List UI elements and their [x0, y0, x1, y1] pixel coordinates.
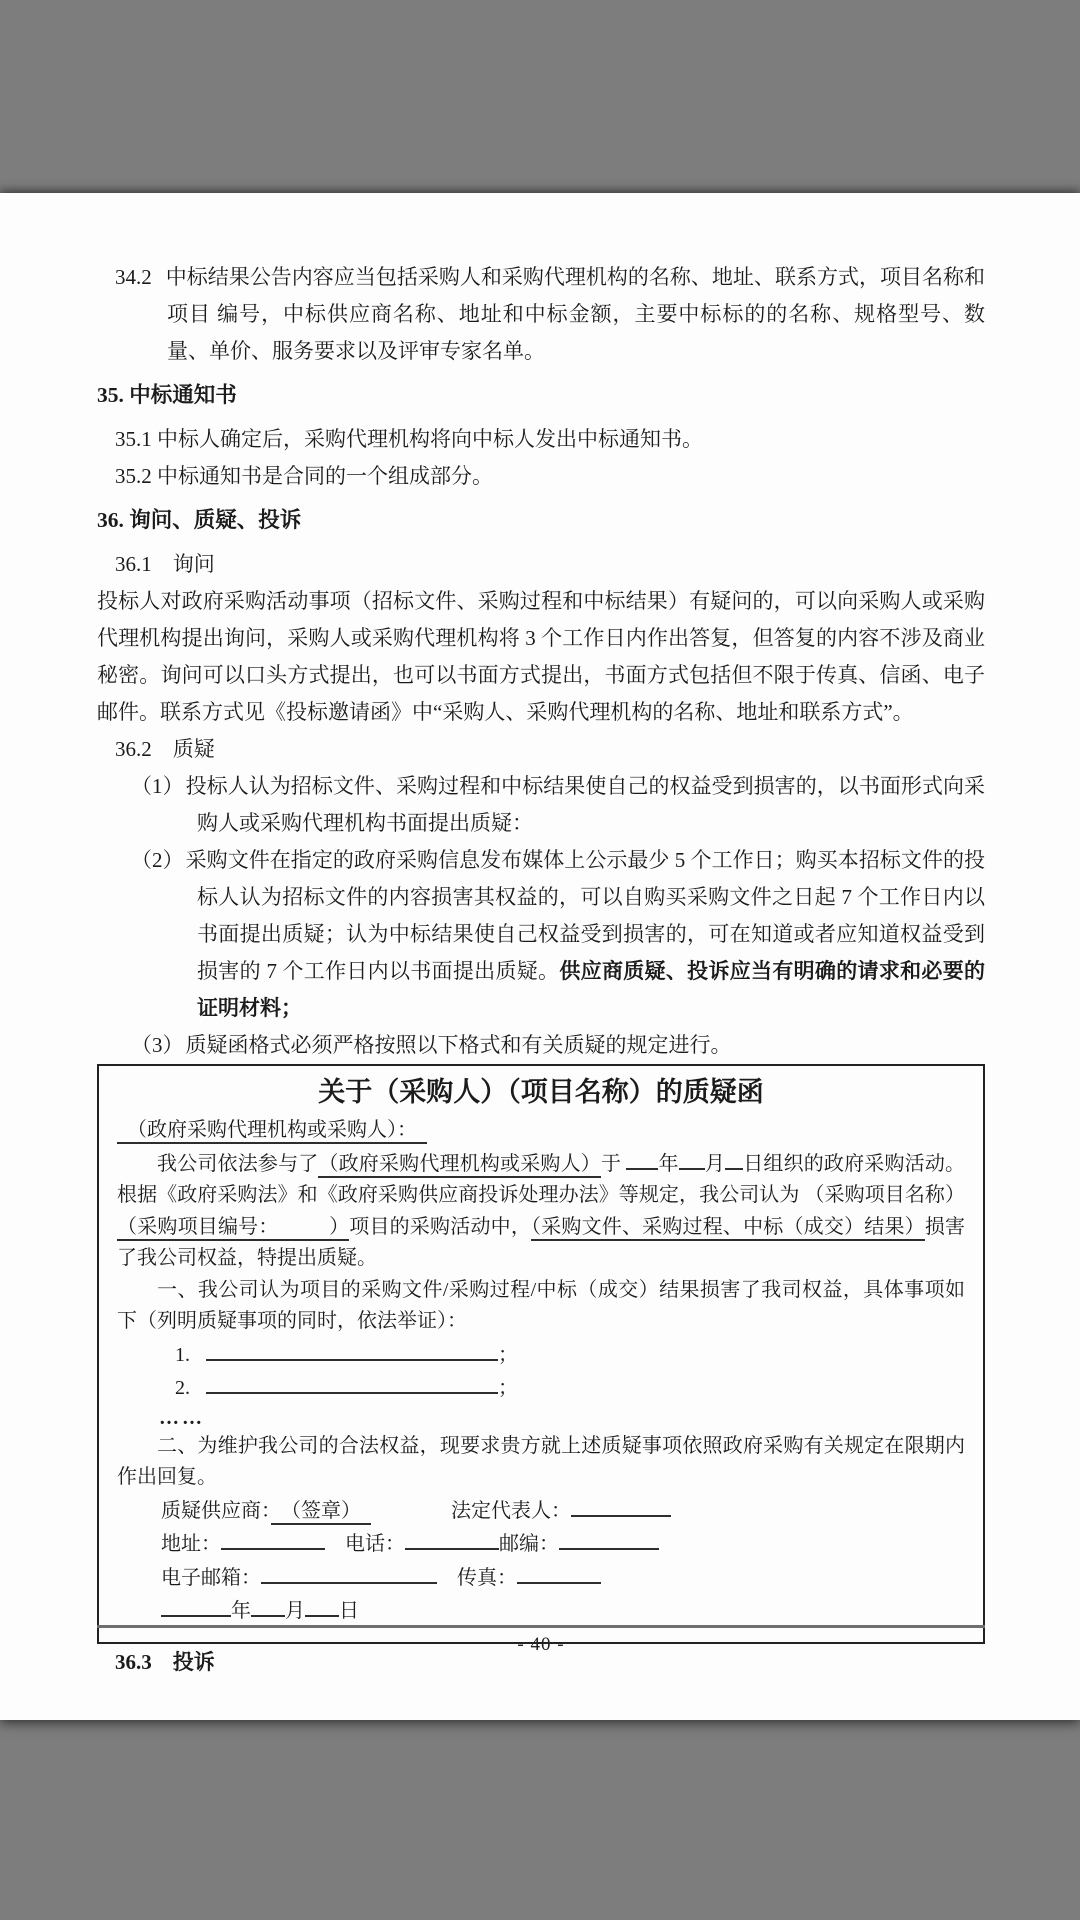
text-run: ； — [498, 1343, 518, 1366]
text-run: 日组织的政府采购活动。根据《政府采购法》和《政府采购供应商投诉处理办法》等规定，我公司认为 （采购项目名称） — [117, 1152, 966, 1206]
list-item — [97, 1027, 985, 1064]
text-run: 采购文件在指定的政府采购信息发布媒体上公示最少 5 个工作日；购买本招标文件的投标人认为招标文件的内容损害其权益的，可以自购买采购文件之日起 7 个工作日内以书面提出质疑；认为中标结果使自己权益受到损害的，可在知道或者应知道权益受到损害的 7 个工作日内以书面提出质疑。 — [185, 848, 986, 983]
text-run: 法定代表人： — [451, 1499, 571, 1522]
text-run: 二、为维护我公司的合法权益，现要求贵方就上述质疑事项依照政府采购有关规定在限期内作出回复。 — [117, 1434, 965, 1488]
letter-paragraph — [117, 1431, 965, 1494]
underlined-text: （政府采购代理机构或采购人） — [318, 1153, 601, 1178]
document-content — [0, 193, 1080, 1681]
blank-field — [571, 1494, 671, 1517]
letter-title — [117, 1070, 965, 1114]
text-run: 36.2 质疑 — [115, 737, 215, 761]
text-run: 电话： — [325, 1533, 405, 1555]
subsection-line — [97, 731, 985, 768]
underlined-text: （政府采购代理机构或采购人）： — [117, 1119, 427, 1144]
text-run: 损害了我公司权益，特提出质疑。 — [117, 1215, 966, 1269]
item-number: 34.2 — [115, 265, 152, 289]
blank-field — [206, 1338, 498, 1361]
item-number: 1. — [175, 1343, 190, 1366]
text-run: 36.1 询问 — [115, 552, 215, 576]
underlined-text: （签章） — [271, 1500, 371, 1525]
text-run: 投标人认为招标文件、采购过程和中标结果使自己的权益受到损害的，以书面形式向采购人或采购代理机构书面提出质疑： — [185, 774, 986, 835]
text-run: 一、我公司认为项目的采购文件/采购过程/中标（成交）结果损害了我司权益，具体事项如下（列明质疑事项的同时，依法举证）： — [117, 1278, 965, 1332]
page-number: - 40 - — [517, 1634, 565, 1655]
document-page — [0, 193, 1080, 1720]
paragraph — [97, 583, 985, 731]
subsection-line — [97, 421, 985, 458]
list-item — [97, 768, 985, 842]
text-run: 35. 中标通知书 — [97, 383, 237, 407]
signature-row — [117, 1594, 965, 1628]
ellipsis-line — [117, 1405, 965, 1431]
blank-field — [221, 1527, 325, 1550]
blank-field — [517, 1561, 601, 1584]
item-number: （2） — [131, 848, 184, 872]
text-run: 月 — [285, 1600, 305, 1622]
item-number: （1） — [131, 774, 184, 798]
bold-text: 供应商质疑、投诉应当有明确的请求和必要的证明材料； — [197, 959, 986, 1020]
letter-box — [97, 1064, 985, 1644]
paragraph — [97, 259, 985, 370]
text-run: 年 — [231, 1600, 251, 1622]
text-run: 电子邮箱： — [161, 1566, 261, 1589]
section-heading — [97, 502, 985, 539]
text-run: 于 — [600, 1152, 627, 1175]
text-run — [371, 1500, 451, 1522]
blank-field — [261, 1561, 437, 1584]
blank-field — [305, 1594, 339, 1617]
blank-field — [161, 1594, 231, 1617]
text-run: …… — [159, 1406, 205, 1429]
blank-field — [725, 1147, 743, 1170]
blank-field — [206, 1371, 498, 1394]
text-run: 日 — [339, 1600, 359, 1622]
item-number: 2. — [175, 1377, 190, 1399]
signature-row — [117, 1561, 965, 1595]
text-run: 35.2 中标通知书是合同的一个组成部分。 — [115, 464, 493, 488]
text-run: 中标结果公告内容应当包括采购人和采购代理机构的名称、地址、联系方式，项目名称和项目 编号，中标供应商名称、地址和中标金额，主要中标标的的名称、规格型号、数量、单价、服务要求以及评审专家名单。 — [165, 265, 985, 363]
text-run: 质疑供应商： — [161, 1499, 271, 1522]
signature-row — [117, 1494, 965, 1528]
blank-field — [405, 1527, 499, 1550]
item-number: （3） — [131, 1033, 184, 1057]
blank-field — [559, 1527, 659, 1550]
text-run: 地址： — [161, 1533, 221, 1555]
numbered-blank-line — [117, 1338, 965, 1372]
section-heading — [97, 377, 985, 414]
blank-field — [626, 1147, 658, 1170]
letter-paragraph — [117, 1147, 965, 1275]
letter-paragraph — [117, 1275, 965, 1338]
text-run: 36.3 投诉 — [115, 1649, 215, 1674]
underlined-text: （采购文件、采购过程、中标（成交）结果） — [531, 1216, 925, 1241]
text-run: 年 — [658, 1152, 679, 1175]
subsection-line — [97, 458, 985, 495]
blank-field — [679, 1147, 705, 1170]
text-run: 36. 询问、质疑、投诉 — [97, 508, 302, 532]
text-run: 投标人对政府采购活动事项（招标文件、采购过程和中标结果）有疑问的，可以向采购人或采购代理机构提出询问，采购人或采购代理机构将 3 个工作日内作出答复，但答复的内容不涉及商业秘密。询问可以口头方式提出，也可以书面方式提出，书面方式包括但不限于传真、信函、电子邮件。联系方式见《投标邀请函》中“采购人、采购代理机构的名称、地址和联系方式”。 — [97, 589, 985, 724]
text-run: 关于（采购人）（项目名称）的质疑函 — [318, 1077, 764, 1107]
text-run: 质疑函格式必须严格按照以下格式和有关质疑的规定进行。 — [185, 1033, 732, 1057]
text-run: 35.1 中标人确定后，采购代理机构将向中标人发出中标通知书。 — [115, 427, 703, 451]
underlined-text: （采购项目编号： ） — [117, 1216, 349, 1241]
main-text-blocks — [97, 259, 985, 1064]
text-run: 传真： — [437, 1566, 517, 1589]
blank-field — [251, 1594, 285, 1617]
text-run: 我公司依法参与了 — [157, 1152, 319, 1175]
letter-salutation — [117, 1115, 965, 1147]
signature-row — [117, 1527, 965, 1561]
text-run: ； — [498, 1377, 518, 1399]
text-run: 项目的采购活动中， — [349, 1215, 532, 1238]
numbered-blank-line — [117, 1371, 965, 1405]
footer-rule — [97, 1625, 985, 1656]
subsection-line — [97, 546, 985, 583]
list-item — [97, 842, 985, 1027]
text-run: 月 — [704, 1152, 726, 1175]
text-run: 邮编： — [499, 1533, 559, 1555]
